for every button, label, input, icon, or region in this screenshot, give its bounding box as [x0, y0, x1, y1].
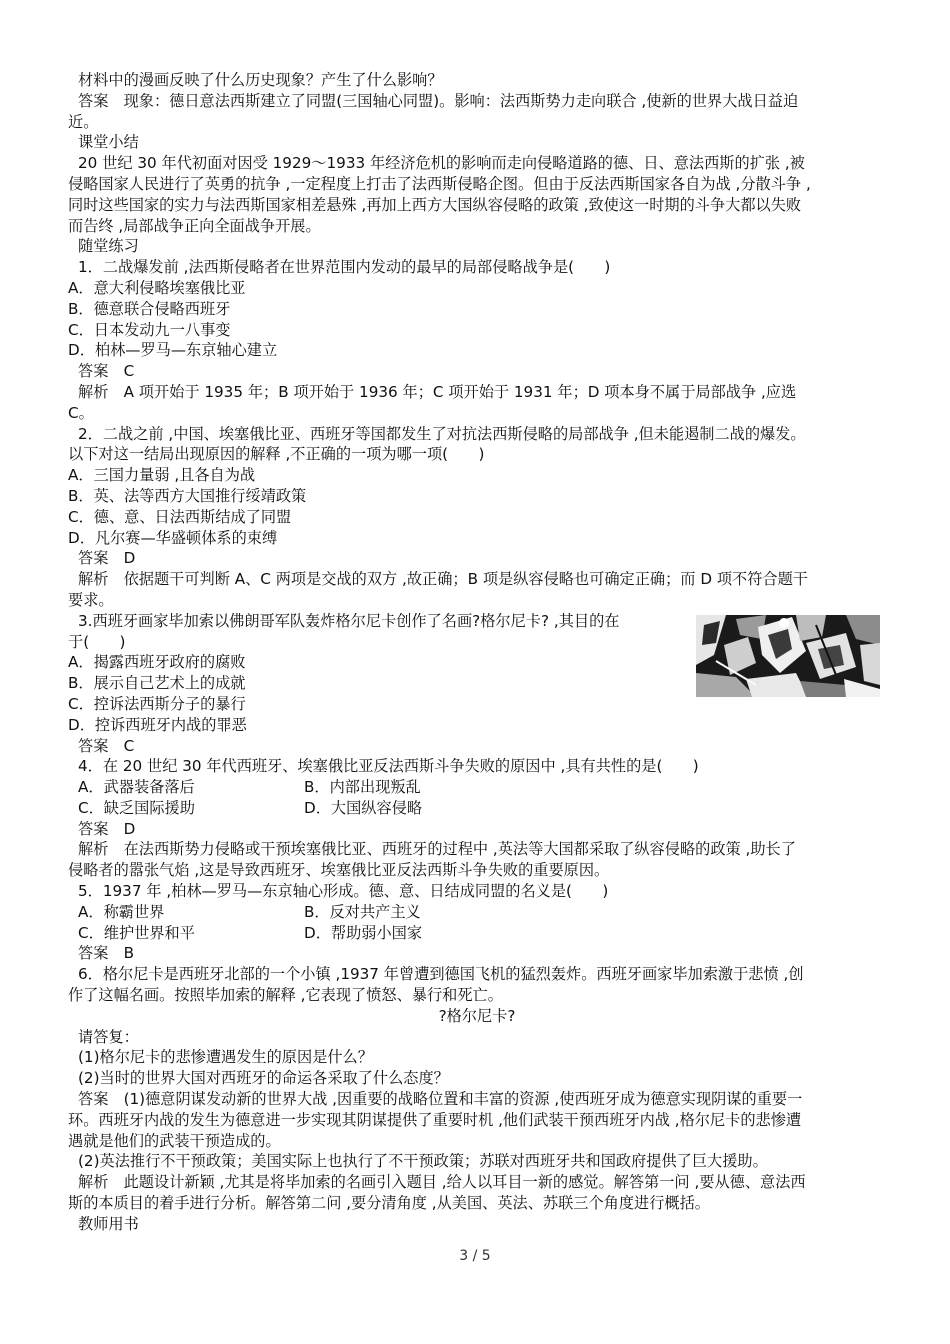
q1-option-b: B．德意联合侵略西班牙 [68, 299, 231, 318]
q2-option-d: D．凡尔赛—华盛顿体系的束缚 [68, 528, 278, 547]
q3-stem: 3.西班牙画家毕加索以佛朗哥军队轰炸格尔尼卡创作了名画?格尔尼卡? ,其目的在 [78, 611, 620, 630]
q3-option-c: C．控诉法西斯分子的暴行 [68, 694, 246, 713]
q4-options-row1 [68, 777, 886, 798]
q2-option-a: A．三国力量弱 ,且各自为战 [68, 466, 256, 485]
summary-text: 20 世纪 30 年代初面对因受 1929～1933 年经济危机的影响而走向侵略道路的德、日、意法西斯的扩张 ,被 [78, 154, 805, 173]
q2-answer: 答案 D [78, 549, 136, 568]
q5-option-a: A．称霸世界 [78, 902, 165, 921]
q2-option-c: C．德、意、日法西斯结成了同盟 [68, 507, 292, 526]
q2-stem-cont: 以下对这一结局出现原因的解释 ,不正确的一项为哪一项( ) [68, 445, 485, 464]
q5-stem: 5．1937 年 ,柏林—罗马—东京轴心形成。德、意、日结成同盟的名义是( ) [78, 882, 609, 901]
summary-text: 同时这些国家的实力与法西斯国家相差悬殊 ,再加上西方大国纵容侵略的政策 ,致使这一时期的斗争大都以失败 [68, 195, 802, 214]
q4-option-b: B．内部出现叛乱 [304, 778, 421, 797]
q1-option-a: A．意大利侵略埃塞俄比亚 [68, 278, 246, 297]
summary-text: 而告终 ,局部战争正向全面战争开展。 [68, 216, 321, 235]
q4-analysis: 解析 在法西斯势力侵略或干预埃塞俄比亚、西班牙的过程中 ,英法等大国都采取了纵容侵略的政策 ,助长了 [78, 840, 796, 859]
q6-answer: 答案 (1)德意阴谋发动新的世界大战 ,因重要的战略位置和丰富的资源 ,使西班牙成为德意实现阴谋的重要一 [78, 1090, 803, 1109]
q6-caption: ?格尔尼卡? [438, 1006, 516, 1025]
material-question: 材料中的漫画反映了什么历史现象？产生了什么影响？ [78, 71, 443, 89]
material-answer: 答案 现象：德日意法西斯建立了同盟(三国轴心同盟)。影响：法西斯势力走向联合 ,使新的世界大战日益迫 [78, 91, 799, 110]
q6-stem-cont: 作了这幅名画。按照毕加索的解释 ,它表现了愤怒、暴行和死亡。 [68, 986, 503, 1005]
q1-option-c: C．日本发动九一八事变 [68, 320, 231, 339]
q4-option-c: C．缺乏国际援助 [78, 798, 195, 817]
q6-subquestion-1: (1)格尔尼卡的悲惨遭遇发生的原因是什么？ [78, 1048, 373, 1067]
q4-option-a: A．武器装备落后 [78, 778, 195, 797]
q6-prompt: 请答复： [78, 1027, 139, 1046]
q6-analysis: 解析 此题设计新颖 ,尤其是将毕加索的名画引入题目 ,给人以耳目一新的感觉。解答第一问 ,要从德、意法西 [78, 1173, 806, 1192]
q3-text [68, 611, 686, 736]
teacher-book-heading: 教师用书 [78, 1214, 139, 1233]
summary-heading: 课堂小结 [78, 133, 139, 152]
q3-answer: 答案 C [78, 736, 135, 755]
q1-stem: 1．二战爆发前 ,法西斯侵略者在世界范围内发动的最早的局部侵略战争是( ) [78, 258, 611, 277]
q4-option-d: D．大国纵容侵略 [304, 798, 423, 817]
q4-options-row2 [68, 798, 886, 819]
q3-option-d: D．控诉西班牙内战的罪恶 [68, 715, 247, 734]
practice-heading: 随堂练习 [78, 237, 139, 256]
q4-stem: 4．在 20 世纪 30 年代西班牙、埃塞俄比亚反法西斯斗争失败的原因中 ,具有共性的是( ) [78, 757, 699, 776]
q4-analysis-cont: 侵略者的嚣张气焰 ,这是导致西班牙、埃塞俄比亚反法西斯斗争失败的重要原因。 [68, 861, 610, 880]
document-body [68, 70, 886, 1235]
page-number: 3 / 5 [459, 1248, 491, 1264]
q1-option-d: D．柏林—罗马—东京轴心建立 [68, 341, 278, 360]
q5-option-d: D．帮助弱小国家 [304, 923, 423, 942]
q1-answer: 答案 C [78, 362, 135, 381]
summary-text: 侵略国家人民进行了英勇的抗争 ,一定程度上打击了法西斯侵略企图。但由于反法西斯国家各自为战 ,分散斗争 , [68, 174, 811, 193]
q6-answer-cont: 环。西班牙内战的发生为德意进一步实现其阴谋提供了重要时机 ,他们武装干预西班牙内战 ,格尔尼卡的悲惨遭 [68, 1110, 802, 1129]
q4-answer: 答案 D [78, 819, 136, 838]
q5-answer: 答案 B [78, 944, 134, 963]
q2-analysis: 解析 依据题干可判断 A、C 两项是交战的双方 ,故正确；B 项是纵容侵略也可确定正确；而 D 项不符合题干 [78, 570, 808, 589]
q2-option-b: B．英、法等西方大国推行绥靖政策 [68, 486, 307, 505]
q5-option-b: B．反对共产主义 [304, 902, 421, 921]
q6-analysis-cont: 斯的本质目的着手进行分析。解答第二问 ,要分清角度 ,从美国、英法、苏联三个角度进行概括。 [68, 1194, 710, 1213]
q5-options-row2 [68, 923, 886, 944]
q3-stem-cont: 于( ) [68, 632, 126, 651]
q3-block [68, 611, 886, 736]
q6-answer-part2: (2)英法推行不干预政策；美国实际上也执行了不干预政策；苏联对西班牙共和国政府提供了巨大援助。 [78, 1152, 768, 1171]
q6-stem: 6．格尔尼卡是西班牙北部的一个小镇 ,1937 年曾遭到德国飞机的猛烈轰炸。西班牙画家毕加索激于悲愤 ,创 [78, 965, 804, 984]
guernica-illustration [696, 615, 880, 697]
q1-analysis-cont: C。 [68, 403, 94, 422]
q2-analysis-cont: 要求。 [68, 590, 114, 609]
q5-options-row1 [68, 902, 886, 923]
q5-option-c: C．维护世界和平 [78, 923, 195, 942]
q3-option-b: B．展示自己艺术上的成就 [68, 674, 246, 693]
guernica-painting-image [696, 615, 880, 697]
q2-stem: 2．二战之前 ,中国、埃塞俄比亚、西班牙等国都发生了对抗法西斯侵略的局部战争 ,但未能遏制二战的爆发。 [78, 424, 806, 443]
q3-option-a: A．揭露西班牙政府的腐败 [68, 653, 246, 672]
q6-answer-cont: 遇就是他们的武装干预造成的。 [68, 1131, 281, 1150]
material-answer-cont: 近。 [68, 112, 99, 131]
q6-subquestion-2: (2)当时的世界大国对西班牙的命运各采取了什么态度？ [78, 1069, 449, 1088]
q1-analysis: 解析 A 项开始于 1935 年；B 项开始于 1936 年；C 项开始于 1931 年；D 项本身不属于局部战争 ,应选 [78, 382, 797, 401]
